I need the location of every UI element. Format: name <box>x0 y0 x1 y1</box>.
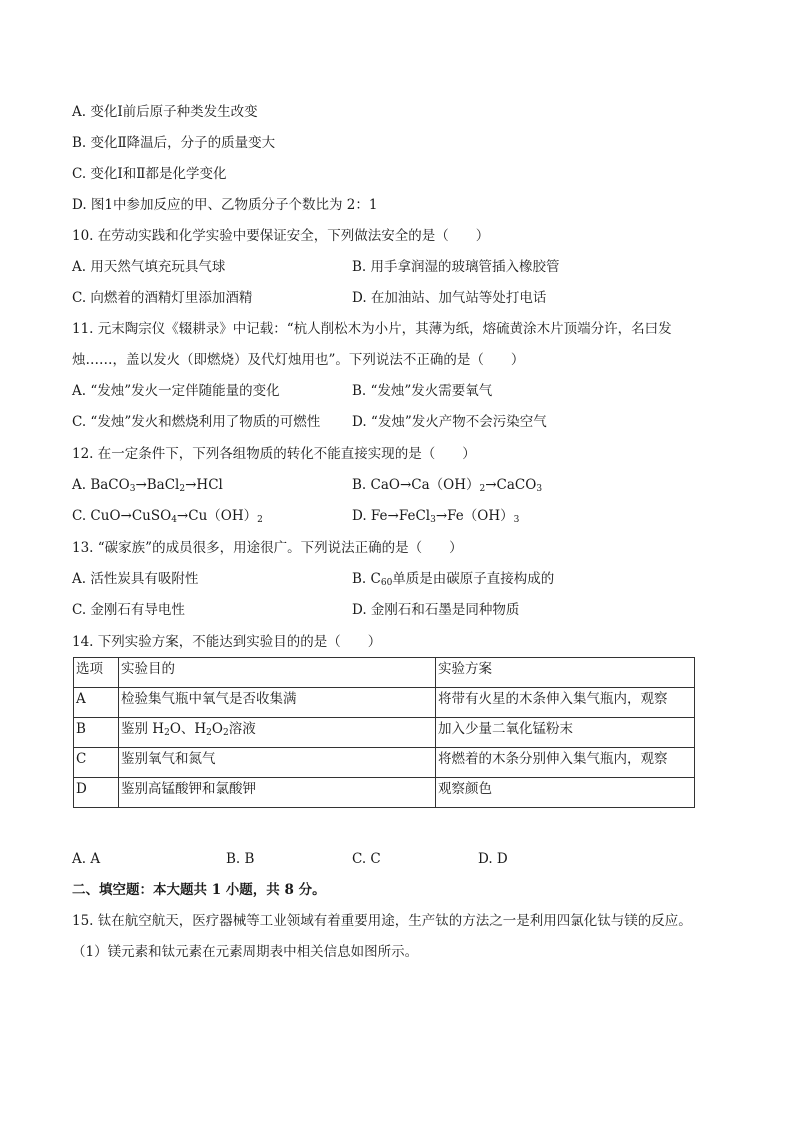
q13-option-d: D. 金刚石和石墨是同种物质 <box>352 602 520 618</box>
formula-part: 单质是由碳原子直接构成的 <box>392 571 555 587</box>
q13-option-b <box>352 570 554 588</box>
formula-part: A. BaCO <box>72 477 130 493</box>
row-option: B <box>74 718 119 748</box>
row-goal: 鉴别氧气和氮气 <box>119 748 436 778</box>
q12-option-d <box>352 507 519 525</box>
q12-option-a <box>72 476 223 494</box>
table-row <box>74 748 695 778</box>
q11-stem-line2: 烛……，盖以发火（即燃烧）及代灯烛用也”。下列说法不正确的是（ ） <box>72 352 525 368</box>
q14-answer-d: D. D <box>478 851 508 867</box>
subscript: 3 <box>129 484 136 494</box>
q14-answer-b: B. B <box>226 851 255 867</box>
table-header-row <box>74 658 695 688</box>
q12-option-b <box>352 476 542 494</box>
row-option: C <box>74 748 119 778</box>
formula-part: B. C <box>352 571 381 587</box>
q11-option-b: B. “发烛”发火需要氧气 <box>352 383 493 399</box>
row-goal: 检验集气瓶中氧气是否收集满 <box>119 688 436 718</box>
table-row <box>74 688 695 718</box>
formula-part: C. CuO→CuSO <box>72 508 172 524</box>
row-goal <box>119 718 436 748</box>
subscript: 2 <box>222 728 229 738</box>
header-option: 选项 <box>74 658 119 688</box>
q9-option-b: B. 变化Ⅱ降温后，分子的质量变大 <box>72 135 276 151</box>
row-option: D <box>74 778 119 808</box>
q13-stem: 13. “碳家族”的成员很多，用途很广。下列说法正确的是（ ） <box>72 540 463 556</box>
header-goal: 实验目的 <box>119 658 436 688</box>
q15-sub1: （1）镁元素和钛元素在元素周期表中相关信息如图所示。 <box>72 944 419 960</box>
q15-stem: 15. 钛在航空航天，医疗器械等工业领域有着重要用途，生产钛的方法之一是利用四氯化钛与镁的反应。 <box>72 913 692 929</box>
subscript: 2 <box>164 728 170 738</box>
formula-part: O <box>211 721 223 737</box>
q14-stem: 14. 下列实验方案，不能达到实验目的的是（ ） <box>72 634 382 650</box>
subscript: 4 <box>171 515 177 525</box>
table-row <box>74 778 695 808</box>
formula-part: 鉴别 H <box>121 721 165 737</box>
q11-option-c: C. “发烛”发火和燃烧利用了物质的可燃性 <box>72 414 321 430</box>
subscript: 3 <box>536 484 543 494</box>
subscript: 3 <box>430 515 436 525</box>
row-plan: 加入少量二氧化锰粉末 <box>436 718 695 748</box>
row-plan: 观察颜色 <box>436 778 695 808</box>
subscript: 2 <box>257 515 263 525</box>
q11-stem-line1: 11. 元末陶宗仪《辍耕录》中记载：“杭人削松木为小片，其薄为纸，熔硫黄涂木片顶端分许，名曰发 <box>72 321 672 337</box>
experiment-table <box>73 657 695 808</box>
q11-option-a: A. “发烛”发火一定伴随能量的变化 <box>72 383 280 399</box>
q14-answer-c: C. C <box>352 851 381 867</box>
subscript: 60 <box>380 578 393 588</box>
q10-option-a: A. 用天然气填充玩具气球 <box>72 259 226 275</box>
formula-part: D. Fe→FeCl <box>352 508 431 524</box>
q12-stem: 12. 在一定条件下，下列各组物质的转化不能直接实现的是（ ） <box>72 446 476 462</box>
section-heading: 二、填空题：本大题共 1 小题，共 8 分。 <box>72 882 326 898</box>
row-plan: 将燃着的木条分别伸入集气瓶内，观察 <box>436 748 695 778</box>
q10-stem: 10. 在劳动实践和化学实验中要保证安全，下列做法安全的是（ ） <box>72 228 490 244</box>
formula-part: →Fe（OH） <box>435 508 514 524</box>
q9-option-c: C. 变化Ⅰ和Ⅱ都是化学变化 <box>72 166 227 182</box>
subscript: 2 <box>479 484 486 494</box>
subscript: 2 <box>206 728 212 738</box>
formula-part: →CaCO <box>485 477 537 493</box>
formula-part: B. CaO→Ca（OH） <box>352 477 480 493</box>
formula-part: →HCl <box>185 477 223 493</box>
q9-option-d: D. 图1中参加反应的甲、乙物质分子个数比为 2：1 <box>72 197 378 213</box>
q13-option-a: A. 活性炭具有吸附性 <box>72 571 199 587</box>
q12-option-c <box>72 507 263 525</box>
q10-option-b: B. 用手拿润湿的玻璃管插入橡胶管 <box>352 259 560 275</box>
row-plan: 将带有火星的木条伸入集气瓶内，观察 <box>436 688 695 718</box>
q9-option-a: A. 变化Ⅰ前后原子种类发生改变 <box>72 104 258 120</box>
q13-option-c: C. 金刚石有导电性 <box>72 602 185 618</box>
header-plan: 实验方案 <box>436 658 695 688</box>
q11-option-d: D. “发烛”发火产物不会污染空气 <box>352 414 547 430</box>
table-row <box>74 718 695 748</box>
formula-part: →BaCl <box>135 477 180 493</box>
formula-part: O、H <box>169 721 207 737</box>
q14-answer-a: A. A <box>72 851 101 867</box>
subscript: 3 <box>513 515 520 525</box>
row-goal: 鉴别高锰酸钾和氯酸钾 <box>119 778 436 808</box>
formula-part: →Cu（OH） <box>176 508 258 524</box>
formula-part: 溶液 <box>228 721 256 737</box>
subscript: 2 <box>179 484 186 494</box>
q10-option-c: C. 向燃着的酒精灯里添加酒精 <box>72 290 253 306</box>
row-option: A <box>74 688 119 718</box>
q10-option-d: D. 在加油站、加气站等处打电话 <box>352 290 547 306</box>
